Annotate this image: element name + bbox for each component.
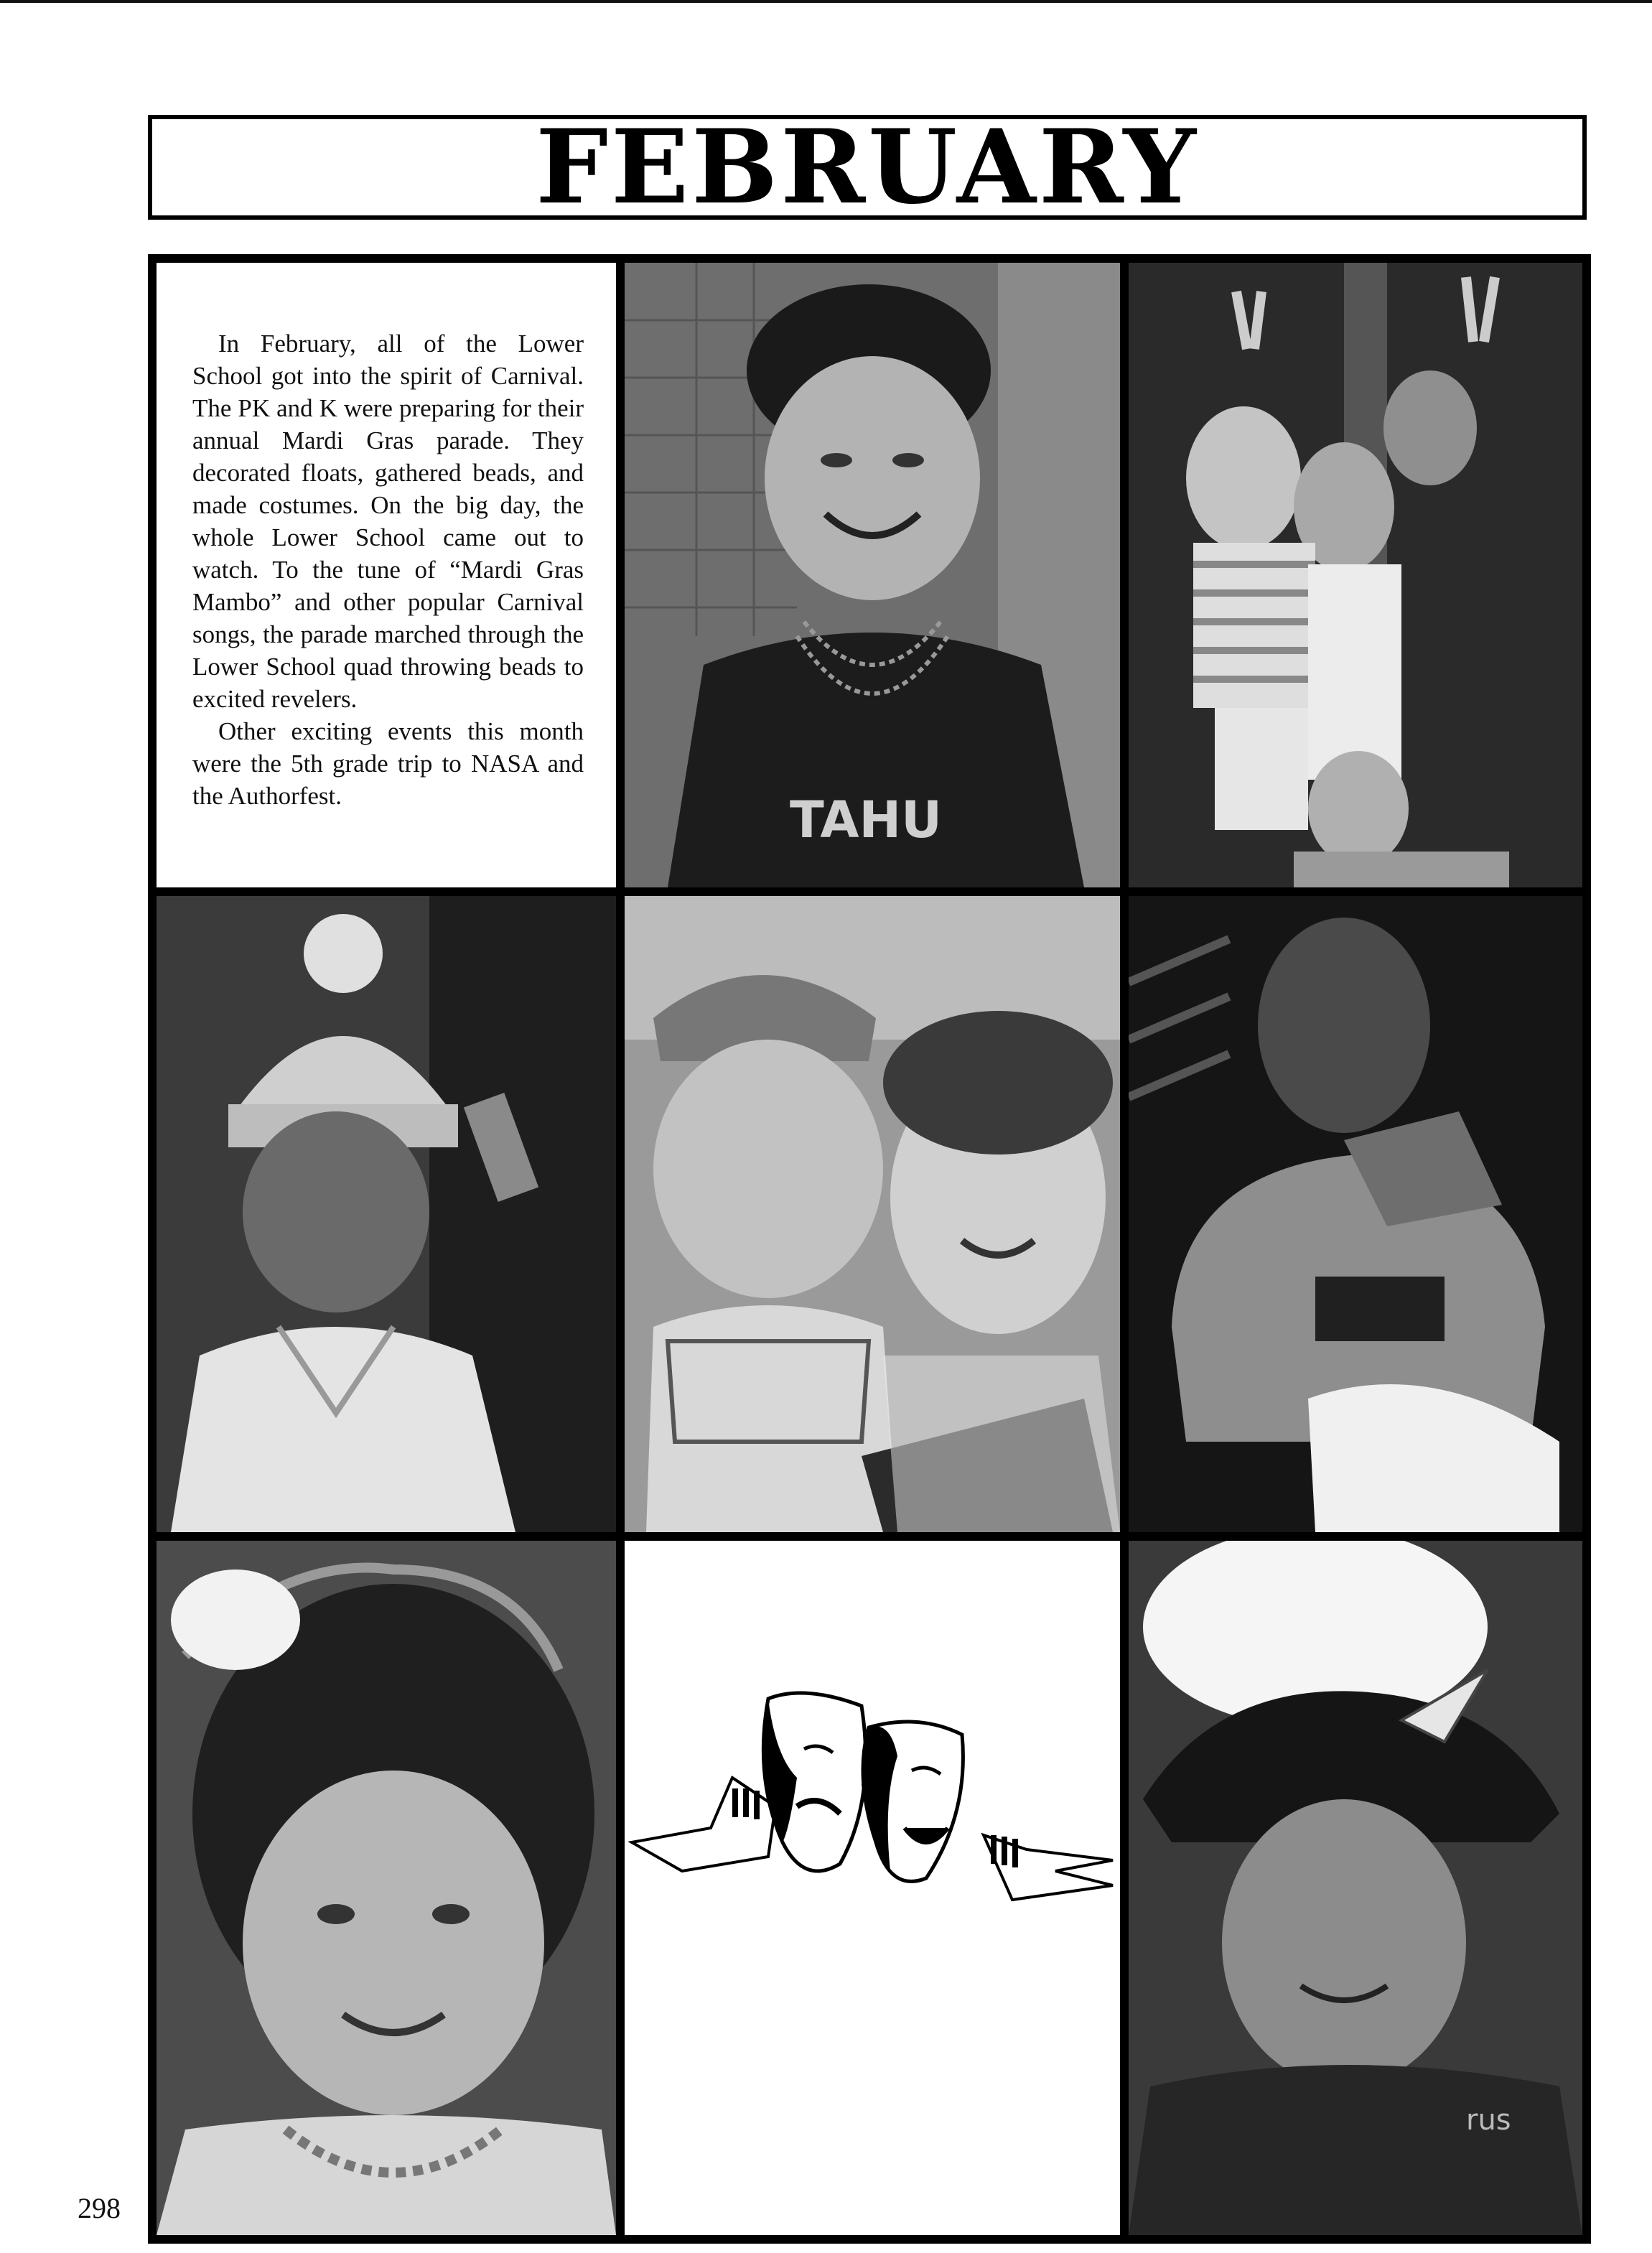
shirt-lettering: TAHU xyxy=(790,790,942,849)
theater-masks-icon xyxy=(625,1541,1120,2235)
photo-grid xyxy=(148,254,1591,2244)
photo-boy-knit-hat xyxy=(157,896,616,1532)
sweatshirt-lettering: rus xyxy=(1466,2104,1511,2137)
masks-illustration-cell xyxy=(625,1541,1120,2235)
top-rule xyxy=(0,0,1652,3)
article-text-cell xyxy=(157,263,616,887)
photo-girl-with-bow xyxy=(157,1541,616,2235)
photo-kids-peace-signs xyxy=(1129,263,1582,887)
article-paragraph-2: Other exciting events this month were the 5th grade trip to NASA and the Authorfest. xyxy=(192,717,584,810)
article-text xyxy=(192,327,584,812)
photo-knight-and-girl xyxy=(625,896,1120,1532)
page-title: FEBRUARY xyxy=(536,108,1199,227)
page-number: 298 xyxy=(78,2192,121,2224)
title-box xyxy=(148,108,1587,227)
article-paragraph-1: In February, all of the Lower School got into the spirit of Carnival. The PK and K were preparing for their annual Mardi Gras parade. They decorated floats, gathered beads, and made costumes. On the big day, the whole Lower School came out to watch. To the tune of “Mardi Gras Mambo” and other popular Carnival songs, the parade marched through the Lower School quad throwing beads to excited revelers. xyxy=(192,330,584,713)
photo-boy-with-beads xyxy=(625,263,1120,887)
photo-girl-unicorn-hat xyxy=(1129,1541,1582,2235)
photo-boy-in-costume xyxy=(1129,896,1582,1532)
